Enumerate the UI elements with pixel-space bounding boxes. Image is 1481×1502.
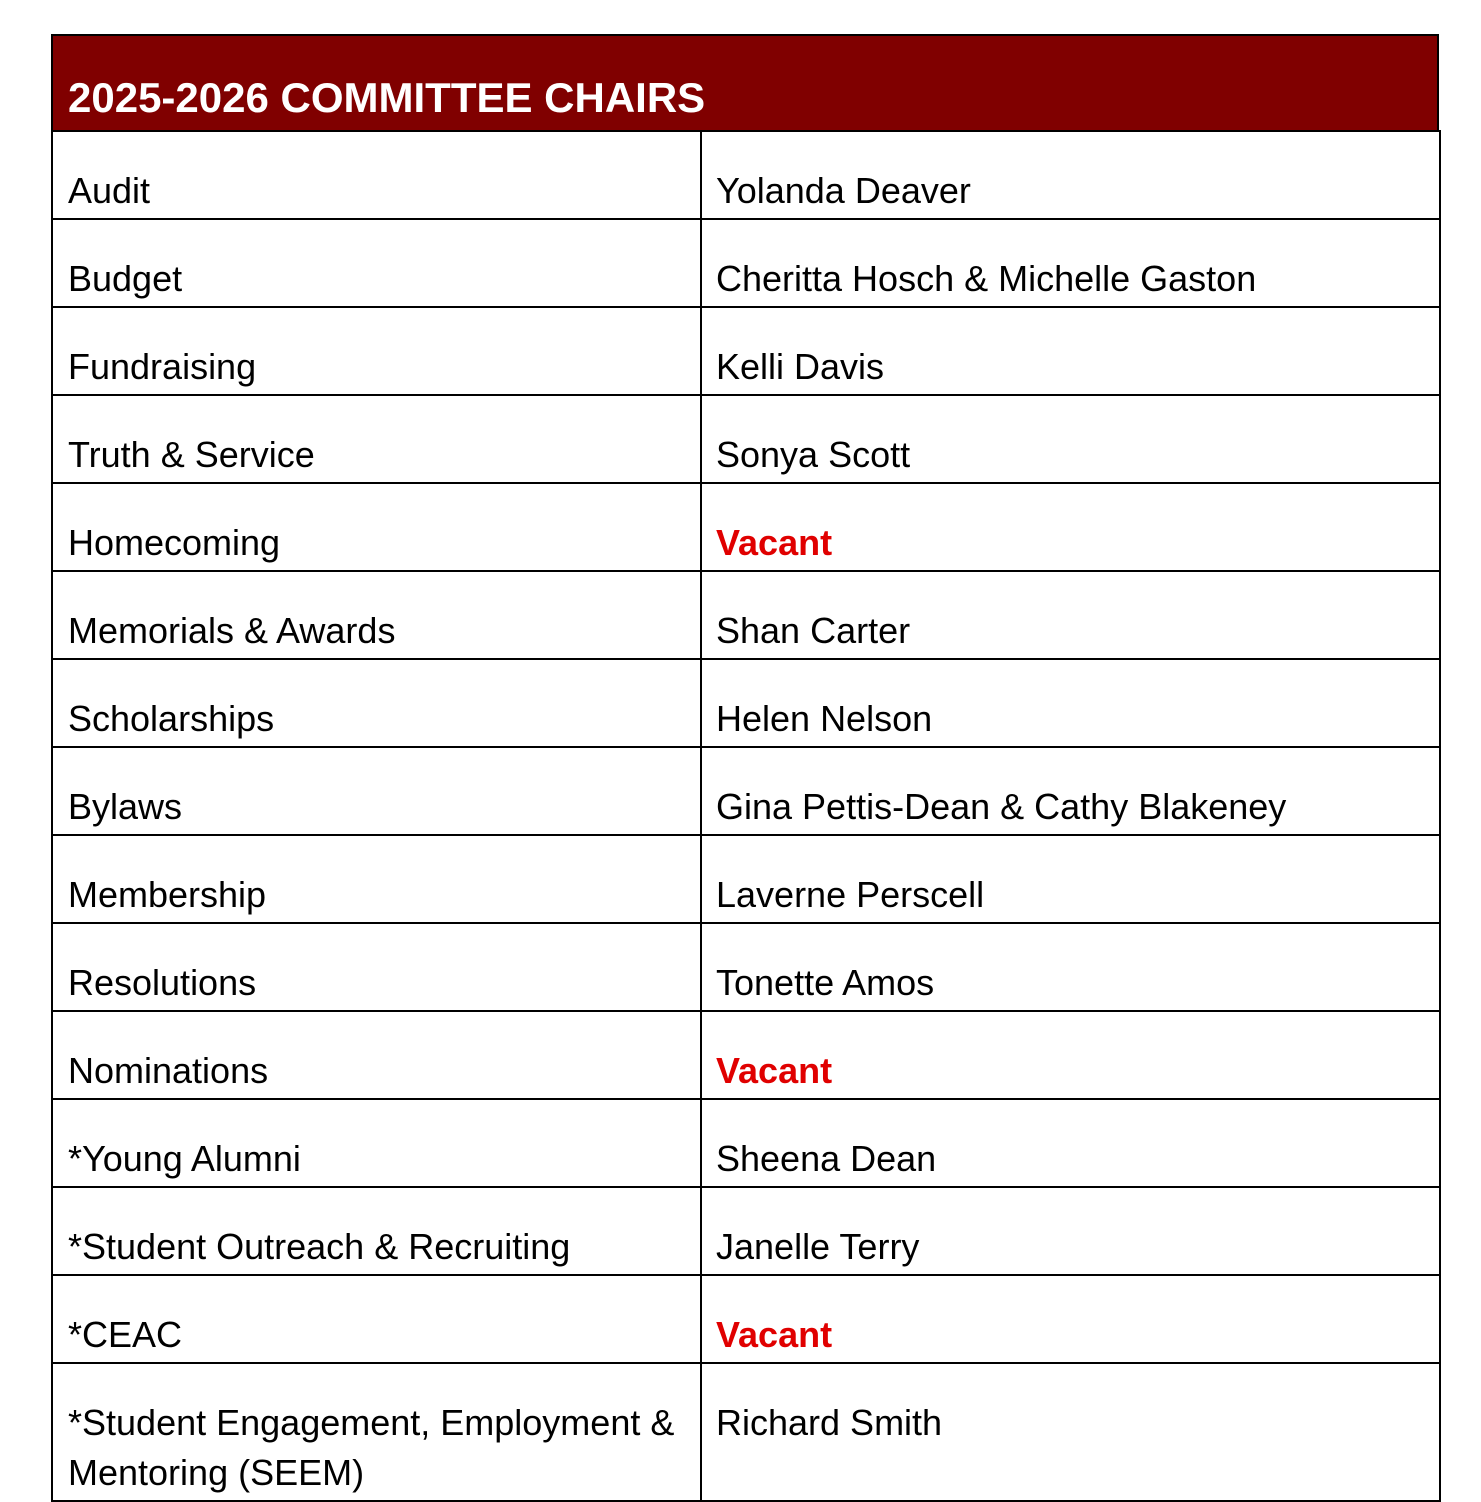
- committee-name: Audit: [52, 131, 701, 219]
- committee-name: *Young Alumni: [52, 1099, 701, 1187]
- table-row: [52, 659, 1440, 747]
- committee-name: Membership: [52, 835, 701, 923]
- committee-name: *CEAC: [52, 1275, 701, 1363]
- table-row: [52, 395, 1440, 483]
- chair-name: Cheritta Hosch & Michelle Gaston: [701, 219, 1440, 307]
- table-row: [52, 1187, 1440, 1275]
- chair-name: Kelli Davis: [701, 307, 1440, 395]
- chair-name: Tonette Amos: [701, 923, 1440, 1011]
- table-row: [52, 483, 1440, 571]
- committee-name: Fundraising: [52, 307, 701, 395]
- committee-name: *Student Outreach & Recruiting: [52, 1187, 701, 1275]
- table-row: [52, 1363, 1440, 1501]
- committee-name: Scholarships: [52, 659, 701, 747]
- table-row: [52, 835, 1440, 923]
- chair-name-vacant: Vacant: [701, 1011, 1440, 1099]
- chair-name-vacant: Vacant: [701, 1275, 1440, 1363]
- chair-name: Gina Pettis-Dean & Cathy Blakeney: [701, 747, 1440, 835]
- committee-table-body: [51, 130, 1441, 1502]
- committee-name: Homecoming: [52, 483, 701, 571]
- committee-name: *Student Engagement, Employment & Mentoring (SEEM): [52, 1363, 701, 1501]
- table-header: [51, 34, 1439, 130]
- committee-name: Resolutions: [52, 923, 701, 1011]
- committee-name: Budget: [52, 219, 701, 307]
- table-row: [52, 307, 1440, 395]
- committee-name: Nominations: [52, 1011, 701, 1099]
- table-row: [52, 923, 1440, 1011]
- table-row: [52, 747, 1440, 835]
- committee-name: Bylaws: [52, 747, 701, 835]
- chair-name: Sheena Dean: [701, 1099, 1440, 1187]
- page-title: 2025-2026 COMMITTEE CHAIRS: [68, 74, 706, 121]
- table-row: [52, 1275, 1440, 1363]
- chair-name: Sonya Scott: [701, 395, 1440, 483]
- chair-name: Yolanda Deaver: [701, 131, 1440, 219]
- chair-name: Laverne Perscell: [701, 835, 1440, 923]
- committee-name: Memorials & Awards: [52, 571, 701, 659]
- committee-chairs-table: [51, 34, 1439, 1502]
- chair-name: Helen Nelson: [701, 659, 1440, 747]
- table-row: [52, 1099, 1440, 1187]
- committee-name: Truth & Service: [52, 395, 701, 483]
- table-row: [52, 1011, 1440, 1099]
- chair-name: Richard Smith: [701, 1363, 1440, 1501]
- chair-name-vacant: Vacant: [701, 483, 1440, 571]
- table-row: [52, 571, 1440, 659]
- chair-name: Janelle Terry: [701, 1187, 1440, 1275]
- table-row: [52, 219, 1440, 307]
- table-row: [52, 131, 1440, 219]
- chair-name: Shan Carter: [701, 571, 1440, 659]
